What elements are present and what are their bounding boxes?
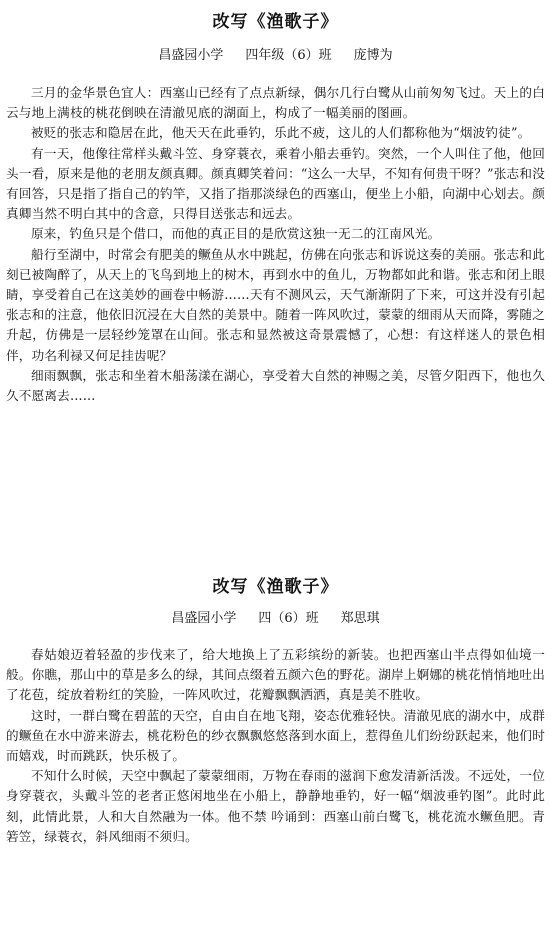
essay-byline [0,47,551,65]
author-name: 庞博为 [353,48,393,63]
paragraph: 细雨飘飘，张志和坐着木船荡漾在湖心，享受着大自然的神赐之美，尽管夕阳西下，他也久久不愿离去…… [6,367,545,404]
paragraph: 有一天，他像往常样头戴斗笠、身穿蓑衣，乘着小船去垂钓。突然，一个人叫住了他，他回头一看，原来是他的老朋友颜真卿。颜真卿笑着问：“这么一大早，不知有何贵干呀？”张志和没有回答，只是指了指自己的钓竿，又指了指那淡绿色的西塞山，便坐上小船，向湖中心划去。颜真卿当然不明白其中的含意，只得目送张志和远去。 [6,145,545,222]
paragraph: 这时，一群白鹭在碧蓝的天空，自由自在地飞翔，姿态优雅轻快。清澈见底的湖水中，成群的鳜鱼在水中游来游去，桃花粉色的纱衣飘飘悠悠落到水面上，惹得鱼儿们纷纷跃起来，他们时而嬉戏，时而跳跃，快乐极了。 [6,707,545,764]
author-name: 郑思琪 [340,611,380,626]
essay-title: 改写《渔歌子》 [212,12,339,32]
paragraph: 被贬的张志和隐居在此，他天天在此垂钓，乐此不疲，这儿的人们都称他为“烟波钓徒”。 [31,125,531,141]
essay-body [0,645,551,847]
paragraph: 春姑娘迈着轻盈的步伐来了，给大地换上了五彩缤纷的新装。也把西塞山半点得如仙境一般。你瞧，那山中的草是多么的绿，其间点缀着五颜六色的野花。湖岸上婀娜的桃花悄悄地吐出了花苞，绽放着粉红的笑脸，一阵风吹过，花瓣飘飘洒洒，真是美不胜收。 [6,647,545,703]
essay-title: 改写《渔歌子》 [212,577,339,597]
essay-byline [0,610,551,628]
school-name: 昌盛园小学 [158,48,224,63]
essay-1 [0,0,551,406]
school-name: 昌盛园小学 [171,611,237,626]
paragraph: 船行至湖中，时常会有肥美的鳜鱼从水中跳起，仿佛在向张志和诉说这奏的美丽。张志和此刻已被陶醉了，从天上的飞鸟到地上的树木，再到水中的鱼儿，万物都如此和谐。张志和闭上眼睛，享受着自己在这美妙的画卷中畅游……天有不测风云，天气渐渐阴了下来，可这并没有引起张志和的注意，他依旧沉浸在大自然的美景中。随着一阵风吹过，蒙蒙的细雨从天而降，雾随之升起，仿佛是一层轻纱笼罩在山间。张志和显然被这奇景震憾了，心想：有这样迷人的景色相伴，功名利禄又何足挂齿呢？ [6,246,545,363]
essay-2 [0,565,551,847]
paragraph: 不知什么时候，天空中飘起了蒙蒙细雨，万物在春雨的滋润下愈发清新活泼。不远处，一位身穿蓑衣，头戴斗笠的老者正悠闲地坐在小船上，静静地垂钓，好一幅“烟波垂钓图”。此时此刻，此情此景，人和大自然融为一体。他不禁 吟诵到：西塞山前白鹭飞，桃花流水鳜鱼肥。青箬笠，绿蓑衣，斜风细雨不须归。 [6,768,545,844]
essay-body [0,83,551,406]
paragraph: 三月的金华景色宜人：西塞山已经有了点点新绿，偶尔几行白鹭从山前匆匆飞过。天上的白云与地上满枝的桃花倒映在清澈见底的湖面上，构成了一幅美丽的图画。 [6,85,545,121]
paragraph: 原来，钓鱼只是个借口，而他的真正目的是欣赏这独一无二的江南风光。 [31,226,441,242]
class-name: 四（6）班 [258,611,319,626]
class-name: 四年级（6）班 [245,48,332,63]
